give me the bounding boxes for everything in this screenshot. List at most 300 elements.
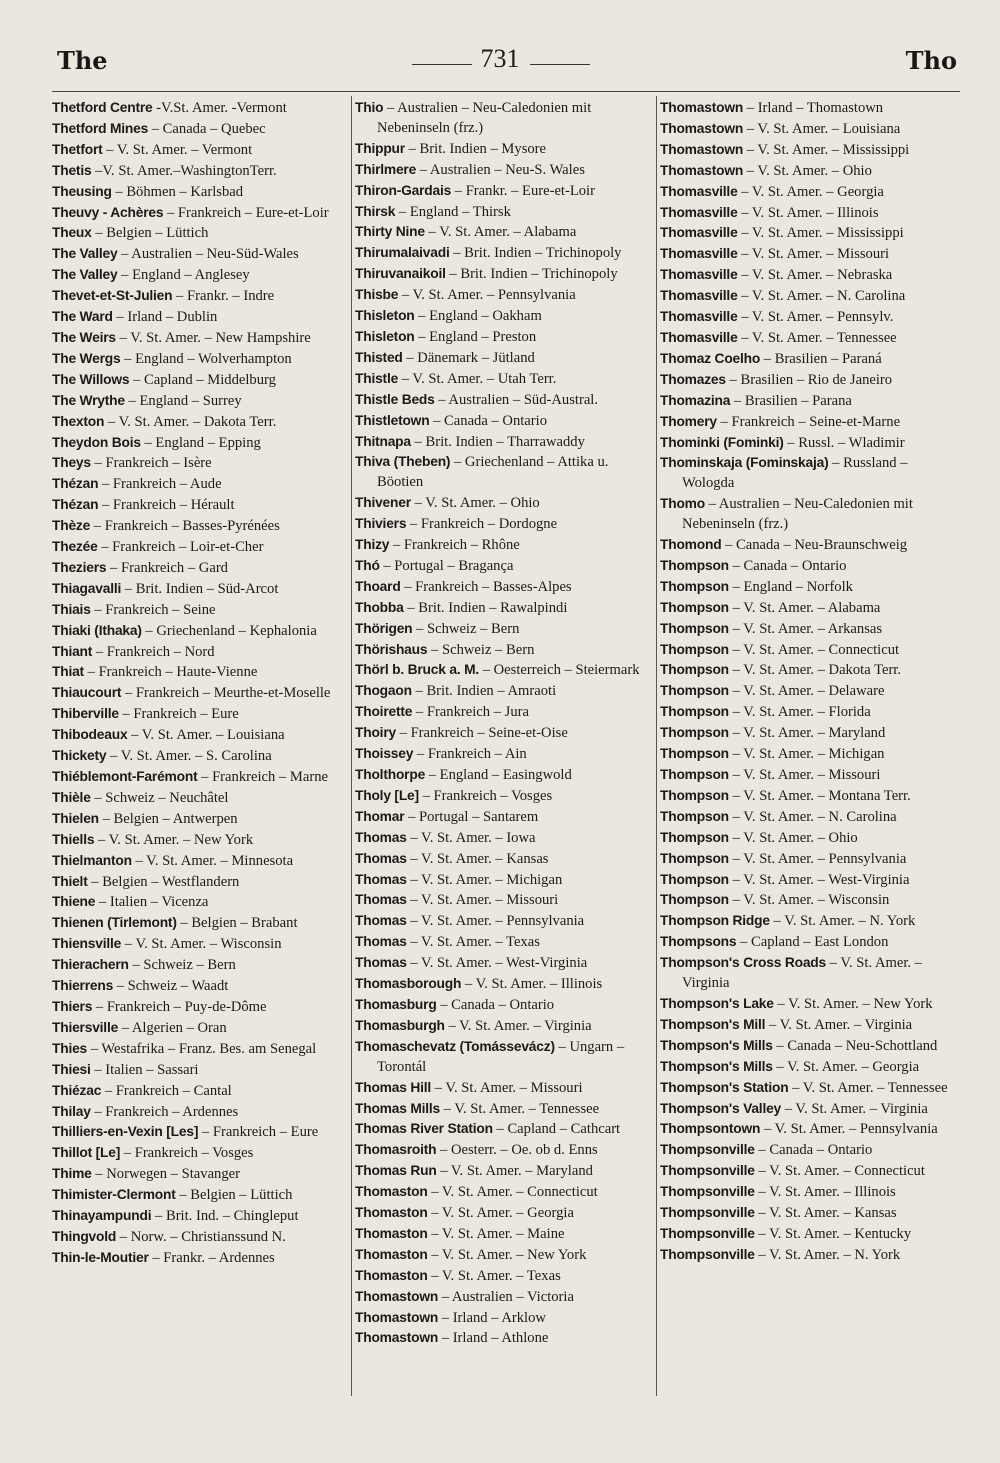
gazetteer-entry: [660, 349, 960, 370]
entry-location: – Irland – Dublin: [116, 309, 218, 326]
gazetteer-entry: [52, 223, 348, 244]
entry-location: – Italien – Sassari: [94, 1061, 199, 1078]
entry-location: – Canada – Neu-Schottland: [776, 1037, 938, 1054]
gazetteer-entry: [52, 704, 348, 725]
entry-headword: Thompson: [660, 892, 729, 908]
gazetteer-entry: [355, 98, 653, 139]
entry-location: – V. St. Amer. – Pennsylvania: [401, 287, 576, 304]
gazetteer-entry: [660, 1224, 960, 1245]
gazetteer-entry: [660, 119, 960, 140]
entry-location: – Norwegen – Stavanger: [95, 1166, 240, 1183]
entry-headword: Thomastown: [660, 162, 744, 178]
entry-headword: Thomasville: [660, 267, 738, 283]
entry-location: – Schweiz – Bern: [431, 641, 535, 658]
gazetteer-entry: [355, 681, 653, 702]
gazetteer-entry: [660, 994, 960, 1015]
entry-headword: Tholy [Le]: [355, 787, 419, 803]
entry-headword: Theys: [52, 455, 91, 471]
entry-headword: Thomas: [355, 871, 407, 887]
column-1: [52, 98, 348, 1269]
gazetteer-entry: [355, 306, 653, 327]
entry-location: – Frankreich – Eure-et-Loir: [166, 204, 329, 221]
entry-location: – Frankreich – Seine-et-Marne: [720, 413, 901, 430]
entry-location: – Italien – Vicenza: [98, 894, 209, 911]
entry-headword: Thörigen: [355, 620, 413, 636]
gazetteer-entry: [52, 265, 348, 286]
entry-headword: Thompson's Station: [660, 1079, 789, 1095]
entry-location: – V. St. Amer. – Illinois: [758, 1184, 896, 1201]
entry-location: – V. St. Amer. – Georgia: [776, 1058, 920, 1075]
gazetteer-entry: [52, 997, 348, 1018]
entry-headword: Thompsonville: [660, 1205, 755, 1221]
entry-location: – Schweiz – Bern: [416, 620, 520, 637]
entry-headword: Thompsonville: [660, 1163, 755, 1179]
gazetteer-entry: [52, 976, 348, 997]
entry-location: – V. St. Amer. – Virginia: [448, 1017, 592, 1034]
entry-headword: Thomasborough: [355, 976, 462, 992]
entry-location: – Canada – Ontario: [433, 412, 547, 429]
entry-location: – V. St. Amer. – N. Carolina: [741, 288, 906, 305]
gazetteer-entry: [52, 495, 348, 516]
entry-headword: Thomar: [355, 808, 405, 824]
entry-headword: Thisbe: [355, 287, 399, 303]
gazetteer-entry: [355, 493, 653, 514]
gazetteer-entry: [355, 139, 653, 160]
gazetteer-entry: [52, 788, 348, 809]
entry-location: – V. St. Amer. – Missouri: [410, 892, 559, 909]
entry-headword: Theuvy - Achères: [52, 204, 164, 220]
gazetteer-entry: [355, 619, 653, 640]
gazetteer-entry: [52, 203, 348, 224]
entry-location: – Brasilien – Rio de Janeiro: [729, 371, 893, 388]
entry-location: – V. St. Amer. – Michigan: [410, 871, 563, 888]
entry-headword: Thistle: [355, 370, 399, 386]
gazetteer-entry: [52, 182, 348, 203]
entry-location: – V. St. Amer. – Alabama: [428, 224, 577, 241]
entry-headword: Thiron-Gardais: [355, 182, 452, 198]
gazetteer-entry: [660, 911, 960, 932]
gazetteer-entry: [355, 723, 653, 744]
entry-headword: Thompson: [660, 808, 729, 824]
entry-headword: Thomazes: [660, 371, 726, 387]
gazetteer-entry: [355, 932, 653, 953]
entry-headword: Thiant: [52, 643, 93, 659]
entry-location: – Belgien – Westflandern: [91, 873, 240, 890]
gazetteer-entry: [52, 579, 348, 600]
gazetteer-entry: [355, 660, 653, 681]
entry-headword: Thiaki (Ithaka): [52, 622, 142, 638]
entry-location: – Schweiz – Waadt: [116, 978, 229, 995]
entry-location: – Frankreich – Aude: [101, 476, 222, 493]
entry-location: – Brasilien – Parana: [733, 392, 852, 409]
entry-location: – V. St. Amer. – Michigan: [732, 746, 885, 763]
entry-headword: Thielen: [52, 810, 99, 826]
header-divider: [52, 91, 960, 92]
gazetteer-entry: [52, 746, 348, 767]
gazetteer-entry: [660, 1161, 960, 1182]
gazetteer-entry: [355, 870, 653, 891]
entry-location: – Frankreich – Vosges: [422, 787, 553, 804]
entry-location: – V. St. Amer. – N. Carolina: [732, 808, 897, 825]
entry-headword: Thompson Ridge: [660, 913, 770, 929]
gazetteer-entry: [660, 286, 960, 307]
entry-location: – Frankreich – Haute-Vienne: [87, 664, 258, 681]
entry-location: – V. St. Amer. – Virginia: [768, 1016, 913, 1033]
gazetteer-entry: [52, 1018, 348, 1039]
entry-headword: The Valley: [52, 267, 118, 283]
gazetteer-entry: [52, 955, 348, 976]
entry-headword: Thetford Centre: [52, 100, 153, 115]
gazetteer-entry: [52, 119, 348, 140]
entry-location: – Capland – Cathcart: [496, 1121, 621, 1138]
entry-headword: Thompson's Lake: [660, 995, 774, 1011]
entry-location: – V. St. Amer. – Ohio: [414, 495, 540, 512]
column-3: [660, 98, 960, 1266]
entry-headword: Thompson: [660, 704, 729, 720]
gazetteer-entry: [355, 1016, 653, 1037]
entry-location: – Australien – Süd-Austral.: [438, 391, 599, 408]
gazetteer-entry: [355, 1078, 653, 1099]
entry-location: – V. St. Amer. – Tennessee: [443, 1100, 600, 1117]
entry-headword: Thomastown: [355, 1309, 439, 1325]
gazetteer-entry: [660, 203, 960, 224]
gazetteer-entry: [660, 953, 960, 994]
gazetteer-entry: [355, 535, 653, 556]
entry-location: – V. St. Amer. – Arkansas: [732, 620, 883, 637]
entry-location: – Brit. Indien – Trichinopoly: [449, 266, 618, 283]
entry-headword: Thomazina: [660, 392, 731, 408]
entry-location: – Dänemark – Jütland: [406, 349, 535, 366]
entry-headword: Thompsonville: [660, 1246, 755, 1262]
entry-headword: Thime: [52, 1166, 92, 1182]
gazetteer-entry: [355, 974, 653, 995]
entry-location: – V. St. Amer. – Louisiana: [131, 727, 285, 744]
entry-location: – Brasilien – Paraná: [763, 350, 882, 367]
entry-headword: Thetford Mines: [52, 120, 149, 136]
gazetteer-entry: [52, 1206, 348, 1227]
gazetteer-entry: [355, 1266, 653, 1287]
entry-location: – V. St. Amer. – Minnesota: [135, 852, 294, 869]
gazetteer-entry: [660, 182, 960, 203]
gazetteer-entry: [52, 872, 348, 893]
entry-headword: Thomastown: [355, 1330, 439, 1346]
entry-location: – Frankreich – Loir-et-Cher: [101, 539, 264, 556]
entry-location: – V. St. Amer. – West-Virginia: [410, 955, 588, 972]
gazetteer-entry: [355, 1287, 653, 1308]
gazetteer-entry: [52, 244, 348, 265]
entry-headword: Thomasville: [660, 309, 738, 325]
gazetteer-entry: [52, 391, 348, 412]
entry-location: – Frankr. – Indre: [176, 288, 275, 305]
entry-location: – V. St. Amer. – Virginia: [682, 955, 922, 992]
entry-headword: The Valley: [52, 246, 118, 262]
gazetteer-entry: [355, 911, 653, 932]
gazetteer-entry: [355, 1308, 653, 1329]
gazetteer-entry: [660, 453, 960, 494]
entry-location: – Frankreich – Meurthe-et-Moselle: [124, 685, 331, 702]
column-divider-1: [351, 96, 352, 1396]
entry-location: – Belgien – Lüttich: [179, 1187, 293, 1204]
entry-headword: Thèze: [52, 518, 91, 534]
gazetteer-entry: [52, 913, 348, 934]
gazetteer-entry: [660, 807, 960, 828]
gazetteer-entry: [355, 849, 653, 870]
gazetteer-entry: [660, 932, 960, 953]
gazetteer-entry: [52, 809, 348, 830]
entry-headword: Thomasburg: [355, 996, 437, 1012]
entry-location: – V. St. Amer. – Connecticut: [758, 1163, 925, 1180]
entry-headword: Thiagavalli: [52, 580, 122, 596]
gazetteer-entry: [660, 1245, 960, 1266]
entry-headword: Theziers: [52, 559, 107, 575]
gazetteer-entry: [52, 1248, 348, 1269]
entry-headword: Thiensville: [52, 936, 122, 952]
gazetteer-entry: [660, 786, 960, 807]
gazetteer-entry: [52, 161, 348, 182]
entry-location: – Frankreich – Gard: [110, 559, 228, 576]
entry-location: – Griechenland – Attika u. Böotien: [377, 454, 609, 491]
entry-headword: Thompson: [660, 871, 729, 887]
entry-headword: Thomas Hill: [355, 1079, 431, 1095]
entry-headword: Thoard: [355, 578, 401, 594]
entry-location: – Frankreich – Hérault: [101, 497, 235, 514]
entry-headword: Thirumalaivadi: [355, 245, 450, 261]
entry-location: – Frankreich – Basses-Alpes: [404, 578, 572, 595]
gazetteer-entry: [660, 370, 960, 391]
entry-headword: Thomasville: [660, 225, 738, 241]
entry-location: – V. St. Amer. – Pennsylvania: [410, 913, 585, 930]
entry-location: – Brit. Indien – Süd-Arcot: [124, 580, 279, 597]
entry-headword: Thomaston: [355, 1225, 428, 1241]
entry-headword: Thomastown: [660, 141, 744, 157]
entry-headword: Thiéblemont-Farémont: [52, 769, 198, 784]
gazetteer-entry: [52, 683, 348, 704]
gazetteer-entry: [355, 181, 653, 202]
entry-headword: Thomas: [355, 913, 407, 929]
entry-headword: Thominki (Fominki): [660, 434, 784, 450]
entry-headword: Thippur: [355, 140, 405, 156]
gazetteer-entry: [52, 1060, 348, 1081]
entry-location: – Schweiz – Neuchâtel: [94, 789, 229, 806]
entry-location: – Frankreich – Nord: [95, 643, 215, 660]
entry-location: – V. St. Amer. – Pennsylv.: [741, 309, 894, 326]
entry-location: – Australien – Victoria: [441, 1288, 574, 1305]
entry-headword: Thomas Mills: [355, 1100, 440, 1116]
gazetteer-entry: [52, 642, 348, 663]
gazetteer-entry: [355, 285, 653, 306]
gazetteer-entry: [355, 348, 653, 369]
gazetteer-entry: [52, 892, 348, 913]
entry-headword: Thompson: [660, 662, 729, 678]
entry-headword: Thielmanton: [52, 852, 132, 868]
gazetteer-entry: [355, 264, 653, 285]
entry-location: – V. St. Amer. – Missouri: [434, 1079, 583, 1096]
entry-headword: Thierrens: [52, 978, 114, 994]
entry-headword: Thó: [355, 557, 380, 573]
gazetteer-entry: [660, 223, 960, 244]
gazetteer-entry: [660, 598, 960, 619]
gazetteer-entry: [660, 1015, 960, 1036]
entry-location: – V. St. Amer. – New York: [431, 1246, 587, 1263]
gazetteer-entry: [52, 1122, 348, 1143]
gazetteer-entry: [52, 328, 348, 349]
gazetteer-entry: [52, 600, 348, 621]
entry-location: – Australien – Neu-Caledonien mit Nebeninseln (frz.): [682, 496, 913, 533]
entry-headword: Thickety: [52, 748, 107, 764]
entry-location: – V. St. Amer. – Mississippi: [746, 141, 910, 158]
entry-location: – England – Oakham: [418, 308, 542, 325]
entry-location: – V. St. Amer. – Missouri: [741, 246, 890, 263]
entry-headword: Thomasville: [660, 329, 738, 345]
entry-headword: The Weirs: [52, 329, 116, 345]
gazetteer-entry: [52, 412, 348, 433]
gazetteer-entry: [355, 202, 653, 223]
entry-headword: Thompson: [660, 599, 729, 615]
gazetteer-entry: [52, 307, 348, 328]
gazetteer-entry: [355, 1099, 653, 1120]
entry-location: – England – Thirsk: [398, 203, 511, 220]
entry-location: – Russland – Wologda: [682, 455, 908, 492]
gazetteer-entry: [660, 265, 960, 286]
entry-location: – Brit. Indien – Rawalpindi: [407, 599, 568, 616]
entry-location: – V. St. Amer. – N. York: [773, 913, 916, 930]
entry-headword: Thompson: [660, 787, 729, 803]
gazetteer-entry: [52, 767, 348, 788]
gazetteer-entry: [355, 1119, 653, 1140]
gazetteer-entry: [355, 243, 653, 264]
gazetteer-entry: [355, 765, 653, 786]
entry-headword: Thomas: [355, 934, 407, 950]
entry-location: – Capland – East London: [740, 934, 889, 951]
entry-headword: Theusing: [52, 183, 112, 199]
entry-headword: Thomas Run: [355, 1163, 437, 1179]
entry-location: – Frankreich – Vosges: [123, 1145, 254, 1162]
entry-location: – V. St. Amer. – New Hampshire: [119, 329, 311, 346]
entry-location: – Canada – Quebec: [151, 120, 266, 137]
gazetteer-entry: [52, 1164, 348, 1185]
entry-headword: Thompson's Valley: [660, 1100, 782, 1116]
gazetteer-entry: [52, 558, 348, 579]
gazetteer-entry: [355, 452, 653, 493]
entry-location: – Schweiz – Bern: [132, 957, 236, 974]
gazetteer-entry: [660, 1182, 960, 1203]
entry-location: – V. St. Amer. – Connecticut: [431, 1184, 598, 1201]
gazetteer-entry: [52, 433, 348, 454]
entry-headword: Thompson: [660, 829, 729, 845]
gazetteer-entry: [355, 640, 653, 661]
gazetteer-entry: [355, 807, 653, 828]
entry-location: – Portugal – Bragança: [383, 557, 514, 574]
gazetteer-entry: [52, 98, 348, 119]
gazetteer-entry: [355, 1037, 653, 1078]
entry-headword: Thompson: [660, 683, 729, 699]
entry-headword: Thomery: [660, 413, 717, 429]
entry-headword: Thomasville: [660, 204, 738, 220]
entry-location: – England – Norfolk: [732, 578, 853, 595]
gazetteer-entry: [660, 870, 960, 891]
entry-location: – V. St. Amer. – Dakota Terr.: [107, 413, 277, 430]
entry-headword: Thomas: [355, 892, 407, 908]
gazetteer-entry: [355, 556, 653, 577]
gazetteer-entry: [660, 619, 960, 640]
entry-location: – V. St. Amer. – Texas: [410, 934, 540, 951]
entry-location: – Frankr. – Ardennes: [152, 1249, 275, 1266]
entry-location: – Frankreich – Dordogne: [409, 516, 558, 533]
entry-location: – Frankr. – Eure-et-Loir: [454, 182, 595, 199]
entry-headword: Thomaschevatz (Tomássevácz): [355, 1038, 555, 1054]
entry-headword: Thiells: [52, 831, 95, 847]
gazetteer-entry: [52, 474, 348, 495]
entry-location: – Algerien – Oran: [121, 1019, 227, 1036]
entry-headword: Thièle: [52, 789, 91, 805]
gazetteer-entry: [355, 598, 653, 619]
entry-headword: Thirty Nine: [355, 224, 425, 240]
entry-headword: Thézan: [52, 497, 99, 513]
entry-headword: Thistletown: [355, 412, 430, 428]
entry-location: – England – Preston: [418, 328, 537, 345]
gazetteer-entry: [660, 702, 960, 723]
entry-headword: Thomaston: [355, 1246, 428, 1262]
entry-location: – V. St. Amer. – Ohio: [746, 162, 872, 179]
entry-location: – Portugal – Santarem: [408, 808, 539, 825]
gazetteer-entry: [52, 662, 348, 683]
gazetteer-entry: [52, 453, 348, 474]
entry-headword: Thompson: [660, 746, 729, 762]
gazetteer-entry: [355, 1182, 653, 1203]
entry-location: – Frankreich – Ain: [416, 746, 527, 763]
entry-headword: Thomasroith: [355, 1142, 437, 1158]
entry-headword: Thomas River Station: [355, 1121, 493, 1137]
entry-location: – Brit. Indien – Tharrawaddy: [414, 433, 585, 450]
gazetteer-entry: [355, 1224, 653, 1245]
entry-location: – Belgien – Antwerpen: [102, 810, 238, 827]
gazetteer-entry: [355, 995, 653, 1016]
page-number: 731: [480, 44, 520, 73]
gazetteer-entry: [660, 494, 960, 535]
entry-location: – Ungarn – Torontál: [377, 1038, 625, 1075]
entry-location: – V. St. Amer. – Connecticut: [732, 641, 900, 658]
entry-headword: Thompsons: [660, 934, 737, 950]
gazetteer-entry: [660, 1036, 960, 1057]
entry-location: – V. St. Amer. – Maine: [431, 1225, 565, 1242]
gazetteer-entry: [355, 1203, 653, 1224]
column-2: [355, 98, 653, 1349]
entry-location: – Frankreich – Jura: [415, 704, 529, 721]
entry-location: – Frankreich – Ardennes: [94, 1103, 239, 1120]
entry-headword: Thiézac: [52, 1082, 102, 1098]
entry-location: – Irland – Arklow: [441, 1309, 546, 1326]
entry-headword: Thiersville: [52, 1019, 119, 1035]
entry-location: – Frankreich – Puy-de-Dôme: [95, 998, 267, 1015]
entry-location: – V. St. Amer. – Louisiana: [746, 120, 901, 137]
entry-headword: The Willows: [52, 371, 130, 387]
running-head-right: Tho: [905, 46, 957, 75]
entry-headword: The Ward: [52, 309, 113, 325]
entry-headword: Thoiry: [355, 725, 396, 741]
entry-location: – Russl. – Wladimir: [787, 434, 905, 451]
entry-headword: Thitnapa: [355, 433, 411, 449]
entry-location: – Oesterreich – Steiermark: [482, 662, 640, 679]
entry-headword: Thiais: [52, 601, 91, 617]
gazetteer-entry: [660, 433, 960, 454]
entry-location: – V. St. Amer. – Georgia: [741, 183, 884, 200]
entry-headword: Thiberville: [52, 706, 119, 722]
page-header: [0, 0, 1000, 100]
entry-headword: Thomaston: [355, 1184, 428, 1200]
gazetteer-entry: [660, 723, 960, 744]
entry-location: – V. St. Amer. – New York: [97, 831, 254, 848]
entry-location: – V. St. Amer. – S. Carolina: [110, 748, 272, 765]
